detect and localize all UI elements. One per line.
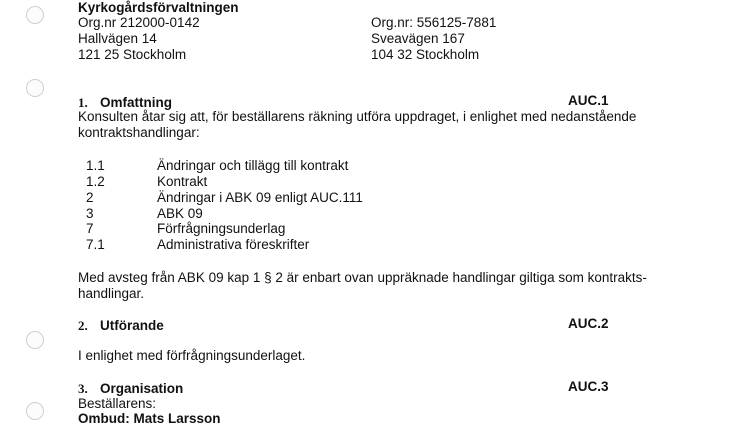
document-list-label: Ändringar och tillägg till kontrakt bbox=[157, 158, 349, 173]
section-1-intro: Konsulten åtar sig att, för beställarens räkning utföra uppdraget, i enlighet med nedanstående bbox=[78, 109, 637, 124]
section-3-number: 3. bbox=[78, 381, 88, 396]
section-1-number: 1. bbox=[78, 95, 88, 110]
document-list-ref: 3 bbox=[86, 206, 94, 221]
document-list-label: Administrativa föreskrifter bbox=[157, 237, 310, 252]
document-list-label: Kontrakt bbox=[157, 174, 208, 189]
section-1-note: Med avsteg från ABK 09 kap 1 § 2 är enbart ovan uppräknade handlingar giltiga som kontrakts- bbox=[78, 270, 647, 285]
section-2-title: Utförande bbox=[100, 318, 164, 333]
punch-hole bbox=[26, 6, 44, 24]
punch-hole bbox=[26, 331, 44, 349]
document-list-ref: 1.1 bbox=[86, 158, 105, 173]
document-list-ref: 7 bbox=[86, 221, 94, 236]
section-1-intro-cont: kontraktshandlingar: bbox=[78, 125, 200, 140]
section-2-number: 2. bbox=[78, 318, 88, 333]
client-name: Kyrkogårdsförvaltningen bbox=[78, 0, 239, 15]
punch-hole bbox=[26, 402, 44, 420]
client-postal: 121 25 Stockholm bbox=[78, 47, 187, 62]
punch-hole bbox=[26, 79, 44, 97]
document-list-label: ABK 09 bbox=[157, 206, 203, 221]
section-2-text: I enlighet med förfrågningsunderlaget. bbox=[78, 348, 306, 363]
document-list-label: Förfrågningsunderlag bbox=[157, 221, 286, 236]
document-list-label: Ändringar i ABK 09 enligt AUC.111 bbox=[157, 190, 363, 205]
document-list-ref: 1.2 bbox=[86, 174, 105, 189]
section-3-agent: Ombud: Mats Larsson bbox=[78, 411, 221, 426]
section-3-title: Organisation bbox=[100, 381, 184, 396]
section-2-code: AUC.2 bbox=[568, 316, 609, 331]
client-street: Hallvägen 14 bbox=[78, 31, 157, 46]
section-1-note-cont: handlingar. bbox=[78, 286, 145, 301]
section-1-code: AUC.1 bbox=[568, 93, 609, 108]
section-3-line: Beställarens: bbox=[78, 396, 157, 411]
consultant-street: Sveavägen 167 bbox=[371, 31, 465, 46]
consultant-postal: 104 32 Stockholm bbox=[371, 47, 480, 62]
client-org-number: Org.nr 212000-0142 bbox=[78, 15, 200, 30]
document-list-ref: 2 bbox=[86, 190, 94, 205]
section-1-title: Omfattning bbox=[100, 95, 172, 110]
section-3-code: AUC.3 bbox=[568, 379, 609, 394]
consultant-org-number: Org.nr: 556125-7881 bbox=[371, 15, 497, 30]
document-list-ref: 7.1 bbox=[86, 237, 105, 252]
